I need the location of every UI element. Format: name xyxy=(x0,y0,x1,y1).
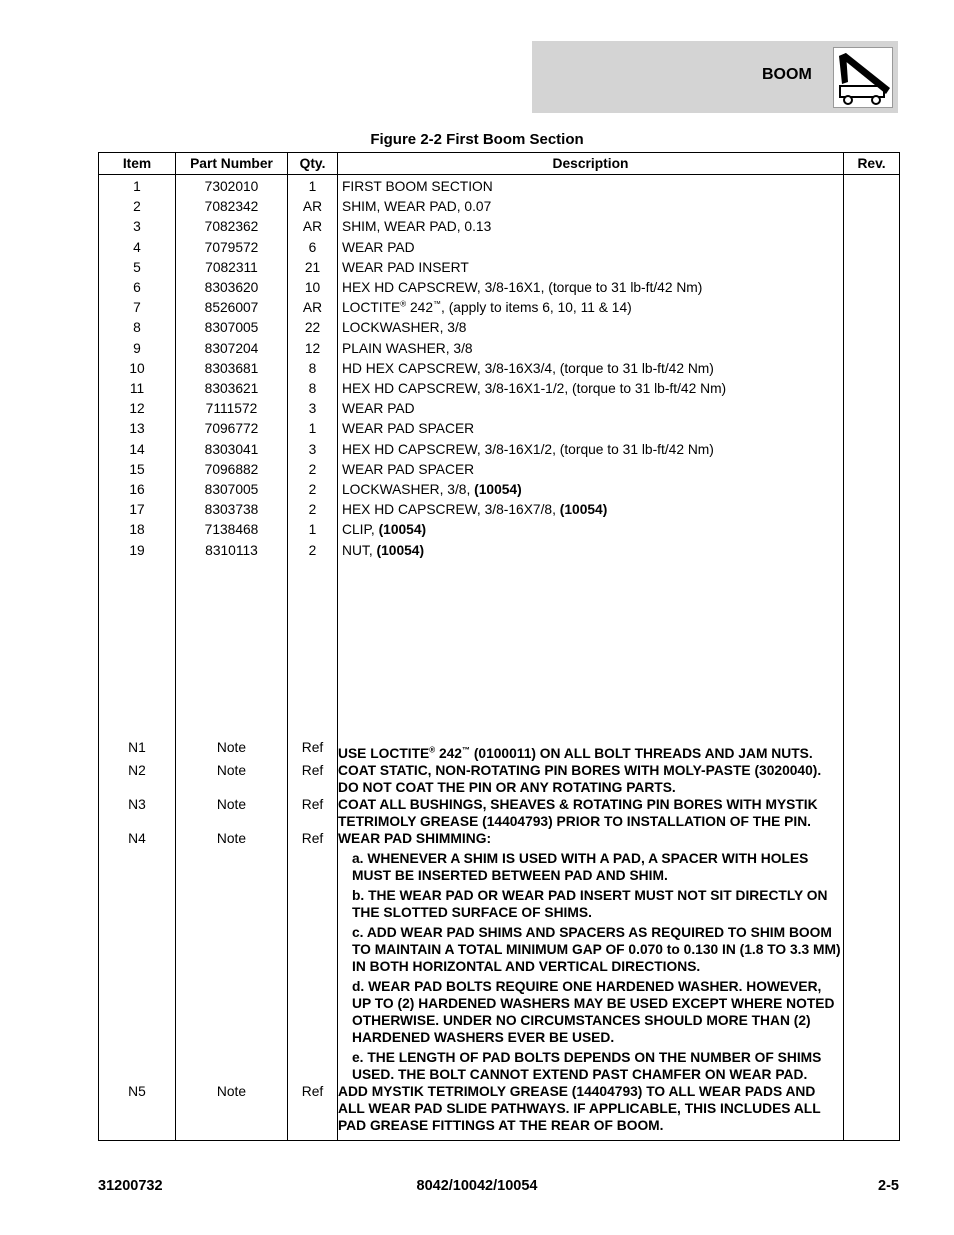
description-cell xyxy=(338,419,844,439)
qty-cell: 6 xyxy=(288,238,338,258)
desc-text: SHIM, WEAR PAD, 0.07 xyxy=(342,199,492,215)
description-cell xyxy=(338,238,844,258)
empty-cell xyxy=(338,561,844,739)
qty-cell: 1 xyxy=(288,419,338,439)
rev-cell xyxy=(844,460,900,480)
item-cell: 8 xyxy=(99,318,176,338)
table-spacer-row xyxy=(99,561,900,739)
item-cell: N3 xyxy=(99,796,176,830)
desc-text: LOCTITE xyxy=(342,300,401,316)
note-row xyxy=(99,796,900,830)
table-row xyxy=(99,197,900,217)
description-cell xyxy=(338,480,844,500)
description-column-header: Description xyxy=(338,153,844,175)
qty-cell: 1 xyxy=(288,175,338,198)
desc-text: WEAR PAD INSERT xyxy=(342,259,469,275)
rev-cell xyxy=(844,480,900,500)
section-title: BOOM xyxy=(762,66,812,83)
footer-models: 8042/10042/10054 xyxy=(416,1178,538,1194)
part-number-cell: 8526007 xyxy=(176,298,288,318)
model-code: (10054) xyxy=(559,502,608,518)
table-row xyxy=(99,399,900,419)
item-cell: 18 xyxy=(99,520,176,540)
desc-text: 242 xyxy=(435,745,462,761)
part-number-cell: 8310113 xyxy=(176,541,288,561)
description-cell xyxy=(338,460,844,480)
item-cell: 7 xyxy=(99,298,176,318)
part-number-cell: 8303681 xyxy=(176,359,288,379)
table-row xyxy=(99,217,900,237)
empty-cell xyxy=(288,561,338,739)
note-subitem: b. THE WEAR PAD OR WEAR PAD INSERT MUST NOT SIT DIRECTLY ON THE SLOTTED SURFACE OF SHIMS. xyxy=(352,887,828,920)
desc-text: HEX HD CAPSCREW, 3/8-16X1/2, (torque to 31 lb-ft/42 Nm) xyxy=(342,441,714,457)
note-description-cell xyxy=(338,1083,844,1141)
note-row xyxy=(99,1083,900,1141)
desc-text: HEX HD CAPSCREW, 3/8-16X7/8, xyxy=(342,502,560,518)
table-row xyxy=(99,318,900,338)
trademark-mark: ™ xyxy=(461,745,470,755)
rev-cell xyxy=(844,217,900,237)
rev-cell xyxy=(844,541,900,561)
part-number-cell: 8303621 xyxy=(176,379,288,399)
qty-cell: Ref xyxy=(288,1083,338,1141)
item-cell: 10 xyxy=(99,359,176,379)
item-cell: 16 xyxy=(99,480,176,500)
description-cell xyxy=(338,379,844,399)
table-row xyxy=(99,238,900,258)
item-cell: 15 xyxy=(99,460,176,480)
desc-text: CLIP, xyxy=(342,522,379,538)
table-row xyxy=(99,419,900,439)
table-row xyxy=(99,500,900,520)
table-row xyxy=(99,258,900,278)
qty-cell: 2 xyxy=(288,460,338,480)
item-cell: N2 xyxy=(99,762,176,796)
note-row xyxy=(99,739,900,762)
part-number-cell: Note xyxy=(176,830,288,1083)
desc-text: SHIM, WEAR PAD, 0.13 xyxy=(342,219,492,235)
note-description-cell xyxy=(338,796,844,830)
item-cell: N5 xyxy=(99,1083,176,1141)
desc-text: , (apply to items 6, 10, 11 & 14) xyxy=(441,300,632,316)
qty-cell: Ref xyxy=(288,796,338,830)
desc-text: HEX HD CAPSCREW, 3/8-16X1-1/2, (torque to 31 lb-ft/42 Nm) xyxy=(342,381,727,397)
description-cell xyxy=(338,217,844,237)
boom-machine-icon xyxy=(833,47,893,108)
qty-cell: 2 xyxy=(288,480,338,500)
item-cell: 4 xyxy=(99,238,176,258)
qty-cell: 21 xyxy=(288,258,338,278)
qty-cell: 8 xyxy=(288,359,338,379)
note-description-cell xyxy=(338,739,844,762)
part-number-cell: 7079572 xyxy=(176,238,288,258)
desc-text: COAT ALL BUSHINGS, SHEAVES & ROTATING PIN BORES WITH MYSTIK TETRIMOLY GREASE (14404793) PRIOR TO INSTALLATION OF THE PIN. xyxy=(338,796,818,829)
desc-text: COAT STATIC, NON-ROTATING PIN BORES WITH MOLY-PASTE (3020040). DO NOT COAT THE PIN OR ANY ROTATING PARTS. xyxy=(338,762,822,795)
description-cell xyxy=(338,318,844,338)
note-subitem: d. WEAR PAD BOLTS REQUIRE ONE HARDENED WASHER. HOWEVER, UP TO (2) HARDENED WASHERS MAY BE USED EXCEPT WHERE NOTED OTHERWISE. UNDER NO CIRCUMSTANCES SHOULD MORE THAN (2) HARDENED WASHERS EVER BE USED. xyxy=(352,978,835,1045)
desc-text: FIRST BOOM SECTION xyxy=(342,179,493,194)
description-cell xyxy=(338,541,844,561)
rev-cell xyxy=(844,339,900,359)
description-cell xyxy=(338,197,844,217)
model-code: (10054) xyxy=(378,522,427,538)
qty-cell: 3 xyxy=(288,440,338,460)
rev-cell xyxy=(844,359,900,379)
desc-text: 242 xyxy=(406,300,434,316)
rev-cell xyxy=(844,520,900,540)
qty-cell: 3 xyxy=(288,399,338,419)
part-number-cell: 8303620 xyxy=(176,278,288,298)
item-cell: 9 xyxy=(99,339,176,359)
desc-text: HEX HD CAPSCREW, 3/8-16X1, (torque to 31 lb-ft/42 Nm) xyxy=(342,280,703,296)
item-cell: 5 xyxy=(99,258,176,278)
desc-text: HD HEX CAPSCREW, 3/8-16X3/4, (torque to 31 lb-ft/42 Nm) xyxy=(342,360,714,376)
rev-cell xyxy=(844,298,900,318)
desc-text: WEAR PAD xyxy=(342,401,415,417)
table-row xyxy=(99,298,900,318)
qty-cell: 1 xyxy=(288,520,338,540)
qty-cell: 2 xyxy=(288,541,338,561)
qty-cell: 22 xyxy=(288,318,338,338)
rev-cell xyxy=(844,238,900,258)
part-number-cell: 7096772 xyxy=(176,419,288,439)
table-row xyxy=(99,460,900,480)
item-cell: 12 xyxy=(99,399,176,419)
rev-cell xyxy=(844,175,900,198)
item-cell: N4 xyxy=(99,830,176,1083)
item-cell: 17 xyxy=(99,500,176,520)
qty-cell: AR xyxy=(288,197,338,217)
empty-cell xyxy=(844,561,900,739)
note-row xyxy=(99,762,900,796)
rev-cell xyxy=(844,830,900,1083)
rev-cell xyxy=(844,739,900,762)
part-number-cell: 7082311 xyxy=(176,258,288,278)
rev-cell xyxy=(844,1083,900,1141)
item-cell: 19 xyxy=(99,541,176,561)
note-row xyxy=(99,830,900,1083)
empty-cell xyxy=(176,561,288,739)
footer-doc-number: 31200732 xyxy=(98,1178,163,1194)
part-number-cell: 8307005 xyxy=(176,480,288,500)
description-cell xyxy=(338,520,844,540)
registered-mark: ® xyxy=(429,745,436,755)
part-number-cell: 7138468 xyxy=(176,520,288,540)
description-cell xyxy=(338,399,844,419)
description-cell xyxy=(338,339,844,359)
desc-text: LOCKWASHER, 3/8, xyxy=(342,482,475,498)
part-number-cell: 7096882 xyxy=(176,460,288,480)
item-cell: 13 xyxy=(99,419,176,439)
desc-text: (0100011) ON ALL BOLT THREADS AND JAM NUTS. xyxy=(469,745,813,761)
part-number-cell: 7082362 xyxy=(176,217,288,237)
desc-text: WEAR PAD SPACER xyxy=(342,421,475,437)
rev-cell xyxy=(844,278,900,298)
qty-cell: Ref xyxy=(288,830,338,1083)
table-row xyxy=(99,278,900,298)
table-row xyxy=(99,379,900,399)
rev-cell xyxy=(844,796,900,830)
qty-cell: AR xyxy=(288,298,338,318)
qty-cell: 12 xyxy=(288,339,338,359)
registered-mark: ® xyxy=(400,299,407,309)
empty-cell xyxy=(99,561,176,739)
qty-cell: 2 xyxy=(288,500,338,520)
note-subitem: e. THE LENGTH OF PAD BOLTS DEPENDS ON THE NUMBER OF SHIMS USED. THE BOLT CANNOT EXTEND PAST CHAMFER ON WEAR PAD. xyxy=(352,1049,822,1082)
table-row xyxy=(99,480,900,500)
rev-cell xyxy=(844,258,900,278)
footer-page-number: 2-5 xyxy=(878,1178,899,1194)
model-code: (10054) xyxy=(474,482,522,498)
part-number-cell: 7082342 xyxy=(176,197,288,217)
item-cell: 2 xyxy=(99,197,176,217)
part-number-cell: 8303738 xyxy=(176,500,288,520)
part-number-cell: Note xyxy=(176,739,288,762)
rev-cell xyxy=(844,318,900,338)
description-cell xyxy=(338,298,844,318)
rev-cell xyxy=(844,500,900,520)
item-cell: 6 xyxy=(99,278,176,298)
item-cell: 14 xyxy=(99,440,176,460)
table-row xyxy=(99,520,900,540)
rev-cell xyxy=(844,399,900,419)
part-number-cell: 8307204 xyxy=(176,339,288,359)
parts-table xyxy=(98,152,900,1141)
table-row xyxy=(99,440,900,460)
part-number-column-header: Part Number xyxy=(176,153,288,175)
desc-text: WEAR PAD SHIMMING: xyxy=(338,830,492,846)
description-cell xyxy=(338,500,844,520)
rev-cell xyxy=(844,419,900,439)
desc-text: WEAR PAD xyxy=(342,239,415,255)
part-number-cell: Note xyxy=(176,1083,288,1141)
trademark-mark: ™ xyxy=(433,299,442,309)
qty-cell: AR xyxy=(288,217,338,237)
part-number-cell: 8303041 xyxy=(176,440,288,460)
item-cell: N1 xyxy=(99,739,176,762)
part-number-cell: Note xyxy=(176,762,288,796)
table-header-row xyxy=(99,153,900,175)
note-subitem: a. WHENEVER A SHIM IS USED WITH A PAD, A SPACER WITH HOLES MUST BE INSERTED BETWEEN PAD AND SHIM. xyxy=(352,850,809,883)
item-column-header: Item xyxy=(99,153,176,175)
desc-text: LOCKWASHER, 3/8 xyxy=(342,320,467,336)
desc-text: PLAIN WASHER, 3/8 xyxy=(342,340,473,356)
table-row xyxy=(99,339,900,359)
description-cell xyxy=(338,278,844,298)
note-description-cell xyxy=(338,762,844,796)
item-cell: 3 xyxy=(99,217,176,237)
rev-cell xyxy=(844,379,900,399)
note-description-cell xyxy=(338,830,844,1083)
description-cell xyxy=(338,440,844,460)
part-number-cell: 8307005 xyxy=(176,318,288,338)
rev-cell xyxy=(844,197,900,217)
item-cell: 1 xyxy=(99,175,176,198)
part-number-cell: 7111572 xyxy=(176,399,288,419)
table-row xyxy=(99,359,900,379)
part-number-cell: 7302010 xyxy=(176,175,288,198)
rev-cell xyxy=(844,762,900,796)
figure-title: Figure 2-2 First Boom Section xyxy=(370,131,584,148)
table-row xyxy=(99,541,900,561)
part-number-cell: Note xyxy=(176,796,288,830)
qty-column-header: Qty. xyxy=(288,153,338,175)
desc-text: USE LOCTITE xyxy=(338,745,430,761)
rev-column-header: Rev. xyxy=(844,153,900,175)
desc-text: ADD MYSTIK TETRIMOLY GREASE (14404793) TO ALL WEAR PADS AND ALL WEAR PAD SLIDE PATHWAYS. IF APPLICABLE, THIS INCLUDES ALL PAD GREASE FITTINGS AT THE REAR OF BOOM. xyxy=(338,1083,821,1133)
rev-cell xyxy=(844,440,900,460)
qty-cell: 8 xyxy=(288,379,338,399)
item-cell: 11 xyxy=(99,379,176,399)
desc-text: NUT, xyxy=(342,542,377,558)
qty-cell: 10 xyxy=(288,278,338,298)
note-subitem: c. ADD WEAR PAD SHIMS AND SPACERS AS REQUIRED TO SHIM BOOM TO MAINTAIN A TOTAL MINIMUM GAP OF 0.070 to 0.130 IN (1.8 TO 3.3 MM) IN BOTH HORIZONTAL AND VERTICAL DIRECTIONS. xyxy=(352,924,841,974)
table-row xyxy=(99,175,900,198)
description-cell xyxy=(338,359,844,379)
qty-cell: Ref xyxy=(288,762,338,796)
desc-text: WEAR PAD SPACER xyxy=(342,461,475,477)
description-cell xyxy=(338,175,844,198)
qty-cell: Ref xyxy=(288,739,338,762)
description-cell xyxy=(338,258,844,278)
model-code: (10054) xyxy=(376,542,425,558)
